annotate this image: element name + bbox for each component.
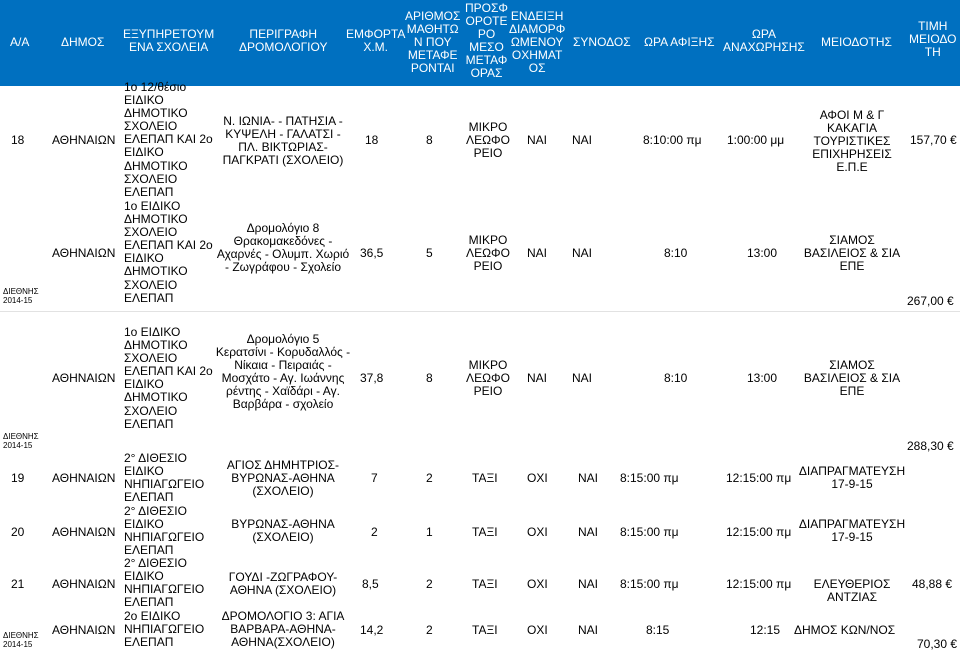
row-number: 19: [11, 471, 25, 485]
row-departure: 12:15: [750, 623, 781, 637]
row-escort: ΝΑΙ: [578, 471, 599, 485]
row-km: 7: [371, 471, 378, 485]
row-indication: ΟΧΙ: [527, 577, 548, 591]
row-route: Δρομολόγιο 8 Θρακομακεδόνες - Αχαρνές - Ολυμπ. Χωριό - Ζωγράφου - Σχολείο: [216, 221, 350, 275]
row-dimos: ΑΘΗΝΑΙΩΝ: [52, 525, 116, 539]
bid-year: 2014-15: [3, 296, 33, 305]
row-departure: 12:15:00 πμ: [726, 471, 792, 485]
row-students: 5: [426, 246, 433, 260]
row-vehicle: ΤΑΞΙ: [472, 577, 498, 591]
row-contractor: ΑΦΟΙ Μ & Γ ΚΑΚΑΓΙΑ ΤΟΥΡΙΣΤΙΚΕΣ ΕΠΙΧΗΡΗΣΕΙΣ Ε.Π.Ε: [812, 108, 892, 175]
row-students: 8: [426, 371, 433, 385]
row-students: 2: [426, 623, 433, 637]
row-indication: ΝΑΙ: [527, 133, 548, 147]
header-school: ΕΞΥΠΗΡΕΤΟΥΜ ΕΝΑ ΣΧΟΛΕΙΑ: [123, 27, 215, 54]
row-arrival: 8:10: [664, 371, 688, 385]
group-total: 267,00 €: [907, 294, 954, 308]
row-arrival: 8:15:00 πμ: [620, 577, 679, 591]
row-route: Δρομολόγιο 5 Κερατσίνι - Κορυδαλλός - Νίκαια - Πειραιάς - Μοσχάτο - Αγ. Ιωάννης ρέντης - Χαϊδάρι - Αγ. Βαρβάρα - σχολείο: [215, 332, 351, 412]
group-separator: [0, 311, 960, 312]
row-departure: 13:00: [747, 371, 778, 385]
row-dimos: ΑΘΗΝΑΙΩΝ: [52, 371, 116, 385]
row-school: 2° ΔΙΘΕΣΙΟ ΕΙΔΙΚΟ ΝΗΠΙΑΓΩΓΕΙΟ ΕΛΕΠΑΠ: [124, 504, 205, 558]
row-escort: ΝΑΙ: [578, 623, 599, 637]
row-students: 1: [426, 525, 433, 539]
row-km: 37,8: [360, 371, 384, 385]
header-contractor: ΜΕΙΟΔΟΤΗΣ: [821, 35, 892, 49]
row-dimos: ΑΘΗΝΑΙΩΝ: [52, 133, 116, 147]
header-departure: ΩΡΑ ΑΝΑΧΩΡΗΣΗΣ: [723, 27, 805, 54]
row-indication: ΝΑΙ: [527, 246, 548, 260]
row-vehicle: ΜΙΚΡΟ ΛΕΩΦΟ ΡΕΙΟ: [466, 120, 510, 161]
header-price: ΤΙΜΗ ΜΕΙΟΔΟ ΤΗ: [909, 19, 957, 59]
header-route: ΠΕΡΙΓΡΑΦΗ ΔΡΟΜΟΛΟΓΙΟΥ: [239, 27, 328, 54]
row-number: 18: [11, 133, 25, 147]
row-km: 18: [365, 133, 379, 147]
row-arrival: 8:10:00 πμ: [643, 133, 702, 147]
bid-label: ΔΙΕΘΝΗΣ: [3, 631, 39, 640]
row-dimos: ΑΘΗΝΑΙΩΝ: [52, 577, 116, 591]
row-escort: ΝΑΙ: [572, 246, 593, 260]
row-contractor: ΣΙΑΜΟΣ ΒΑΣΙΛΕΙΟΣ & ΣΙΑ ΕΠΕ: [803, 358, 901, 399]
row-arrival: 8:15: [646, 623, 670, 637]
header-dimos: ΔΗΜΟΣ: [61, 35, 105, 49]
row-arrival: 8:15:00 πμ: [620, 525, 679, 539]
row-contractor: ΔΙΑΠΡΑΓΜΑΤΕΥΣΗ 17-9-15: [798, 464, 906, 492]
row-km: 14,2: [360, 623, 384, 637]
row-vehicle: ΜΙΚΡΟ ΛΕΩΦΟ ΡΕΙΟ: [466, 233, 510, 274]
row-vehicle: ΤΑΞΙ: [472, 471, 498, 485]
bid-year: 2014-15: [3, 441, 33, 450]
row-price: 157,70 €: [910, 133, 957, 147]
group-total: 288,30 €: [907, 439, 954, 453]
row-km: 36,5: [360, 246, 384, 260]
row-km: 8,5: [362, 577, 379, 591]
row-departure: 12:15:00 πμ: [726, 577, 792, 591]
header-arrival: ΩΡΑ ΑΦΙΞΗΣ: [644, 35, 715, 49]
header-vehicle: ΠΡΟΣΦ ΟΡΟΤΕ ΡΟ ΜΕΣΟ ΜΕΤΑΦ ΟΡΑΣ: [465, 1, 508, 80]
row-students: 2: [426, 471, 433, 485]
row-departure: 12:15:00 πμ: [726, 525, 792, 539]
row-school: 1ο ΕΙΔΙΚΟ ΔΗΜΟΤΙΚΟ ΣΧΟΛΕΙΟ ΕΛΕΠΑΠ ΚΑΙ 2ο ΕΙΔΙΚΟ ΔΗΜΟΤΙΚΟ ΣΧΟΛΕΙΟ ΕΛΕΠΑΠ: [124, 199, 213, 305]
row-contractor: ΔΗΜΟΣ ΚΩΝ/ΝΟΣ: [794, 623, 896, 637]
row-indication: ΟΧΙ: [527, 471, 548, 485]
row-indication: ΝΑΙ: [527, 371, 548, 385]
row-route: ΓΟΥΔΙ -ΖΩΓΡΑΦΟΥ- ΑΘΗΝΑ (ΣΧΟΛΕΙΟ): [228, 570, 338, 598]
row-number: 20: [11, 525, 25, 539]
bid-year: 2014-15: [3, 640, 33, 649]
header-aa: Α/Α: [10, 35, 30, 49]
row-contractor: ΔΙΑΠΡΑΓΜΑΤΕΥΣΗ 17-9-15: [798, 517, 906, 545]
row-escort: ΝΑΙ: [578, 525, 599, 539]
row-dimos: ΑΘΗΝΑΙΩΝ: [52, 471, 116, 485]
row-escort: ΝΑΙ: [572, 371, 593, 385]
header-escort: ΣΥΝΟΔΟΣ: [573, 35, 631, 49]
row-students: 2: [426, 577, 433, 591]
row-arrival: 8:10: [664, 246, 688, 260]
group-total: 70,30 €: [917, 637, 958, 651]
row-vehicle: ΤΑΞΙ: [472, 525, 498, 539]
row-school: 2° ΔΙΘΕΣΙΟ ΕΙΔΙΚΟ ΝΗΠΙΑΓΩΓΕΙΟ ΕΛΕΠΑΠ: [124, 556, 205, 610]
row-school: 2ο ΕΙΔΙΚΟ ΝΗΠΙΑΓΩΓΕΙΟ ΕΛΕΠΑΠ: [124, 609, 205, 650]
row-dimos: ΑΘΗΝΑΙΩΝ: [52, 246, 116, 260]
row-route: Ν. ΙΩΝΙΑ- - ΠΑΤΗΣΙΑ - ΚΥΨΕΛΗ - ΓΑΛΑΤΣΙ - ΠΛ. ΒΙΚΤΩΡΙΑΣ- ΠΑΓΚΡΑΤΙ (ΣΧΟΛΕΙΟ): [222, 114, 344, 168]
row-contractor: ΕΛΕΥΘΕΡΙΟΣ ΑΝΤΖΙΑΣ: [813, 577, 891, 605]
row-number: 21: [11, 577, 25, 591]
row-escort: ΝΑΙ: [572, 133, 593, 147]
row-indication: ΟΧΙ: [527, 525, 548, 539]
row-price: 48,88 €: [912, 577, 953, 591]
row-departure: 1:00:00 μμ: [727, 133, 785, 147]
row-dimos: ΑΘΗΝΑΙΩΝ: [52, 623, 116, 637]
row-contractor: ΣΙΑΜΟΣ ΒΑΣΙΛΕΙΟΣ & ΣΙΑ ΕΠΕ: [803, 233, 901, 274]
row-vehicle: ΤΑΞΙ: [472, 623, 498, 637]
row-departure: 13:00: [747, 246, 778, 260]
row-students: 8: [426, 133, 433, 147]
bid-label: ΔΙΕΘΝΗΣ: [3, 287, 39, 296]
header-students: ΑΡΙΘΜΟΣ ΜΑΘΗΤΩ Ν ΠΟΥ ΜΕΤΑΦΕ ΡΟΝΤΑΙ: [405, 9, 461, 75]
row-route: ΑΓΙΟΣ ΔΗΜΗΤΡΙΟΣ- ΒΥΡΩΝΑΣ-ΑΘΗΝΑ (ΣΧΟΛΕΙΟ): [226, 458, 340, 499]
row-route: ΔΡΟΜΟΛΟΓΙΟ 3: ΑΓΙΑ ΒΑΡΒΑΡΑ-ΑΘΗΝΑ- ΑΘΗΝΑ(ΣΧΟΛΕΙΟ): [221, 609, 345, 650]
row-school: 1ο ΕΙΔΙΚΟ ΔΗΜΟΤΙΚΟ ΣΧΟΛΕΙΟ ΕΛΕΠΑΠ ΚΑΙ 2ο ΕΙΔΙΚΟ ΔΗΜΟΤΙΚΟ ΣΧΟΛΕΙΟ ΕΛΕΠΑΠ: [124, 325, 213, 431]
row-route: ΒΥΡΩΝΑΣ-ΑΘΗΝΑ (ΣΧΟΛΕΙΟ): [231, 517, 335, 545]
row-km: 2: [371, 525, 378, 539]
row-vehicle: ΜΙΚΡΟ ΛΕΩΦΟ ΡΕΙΟ: [466, 358, 510, 399]
row-arrival: 8:15:00 πμ: [620, 471, 679, 485]
row-escort: ΝΑΙ: [578, 577, 599, 591]
row-school: 2° ΔΙΘΕΣΙΟ ΕΙΔΙΚΟ ΝΗΠΙΑΓΩΓΕΙΟ ΕΛΕΠΑΠ: [124, 451, 205, 505]
row-school: 1ο 12/θέσιο ΕΙΔΙΚΟ ΔΗΜΟΤΙΚΟ ΣΧΟΛΕΙΟ ΕΛΕΠΑΠ ΚΑΙ 2ο ΕΙΔΙΚΟ ΔΗΜΟΤΙΚΟ ΣΧΟΛΕΙΟ ΕΛΕΠΑΠ: [124, 80, 213, 199]
header-km: ΕΜΦΟΡΤΑ Χ.Μ.: [346, 27, 406, 54]
row-indication: ΟΧΙ: [527, 623, 548, 637]
bid-label: ΔΙΕΘΝΗΣ: [3, 432, 39, 441]
header-indication: ΕΝΔΕΙΞΗ ΔΙΑΜΟΡΦ ΩΜΕΝΟΥ ΟΧΗΜΑΤ ΟΣ: [509, 9, 566, 75]
